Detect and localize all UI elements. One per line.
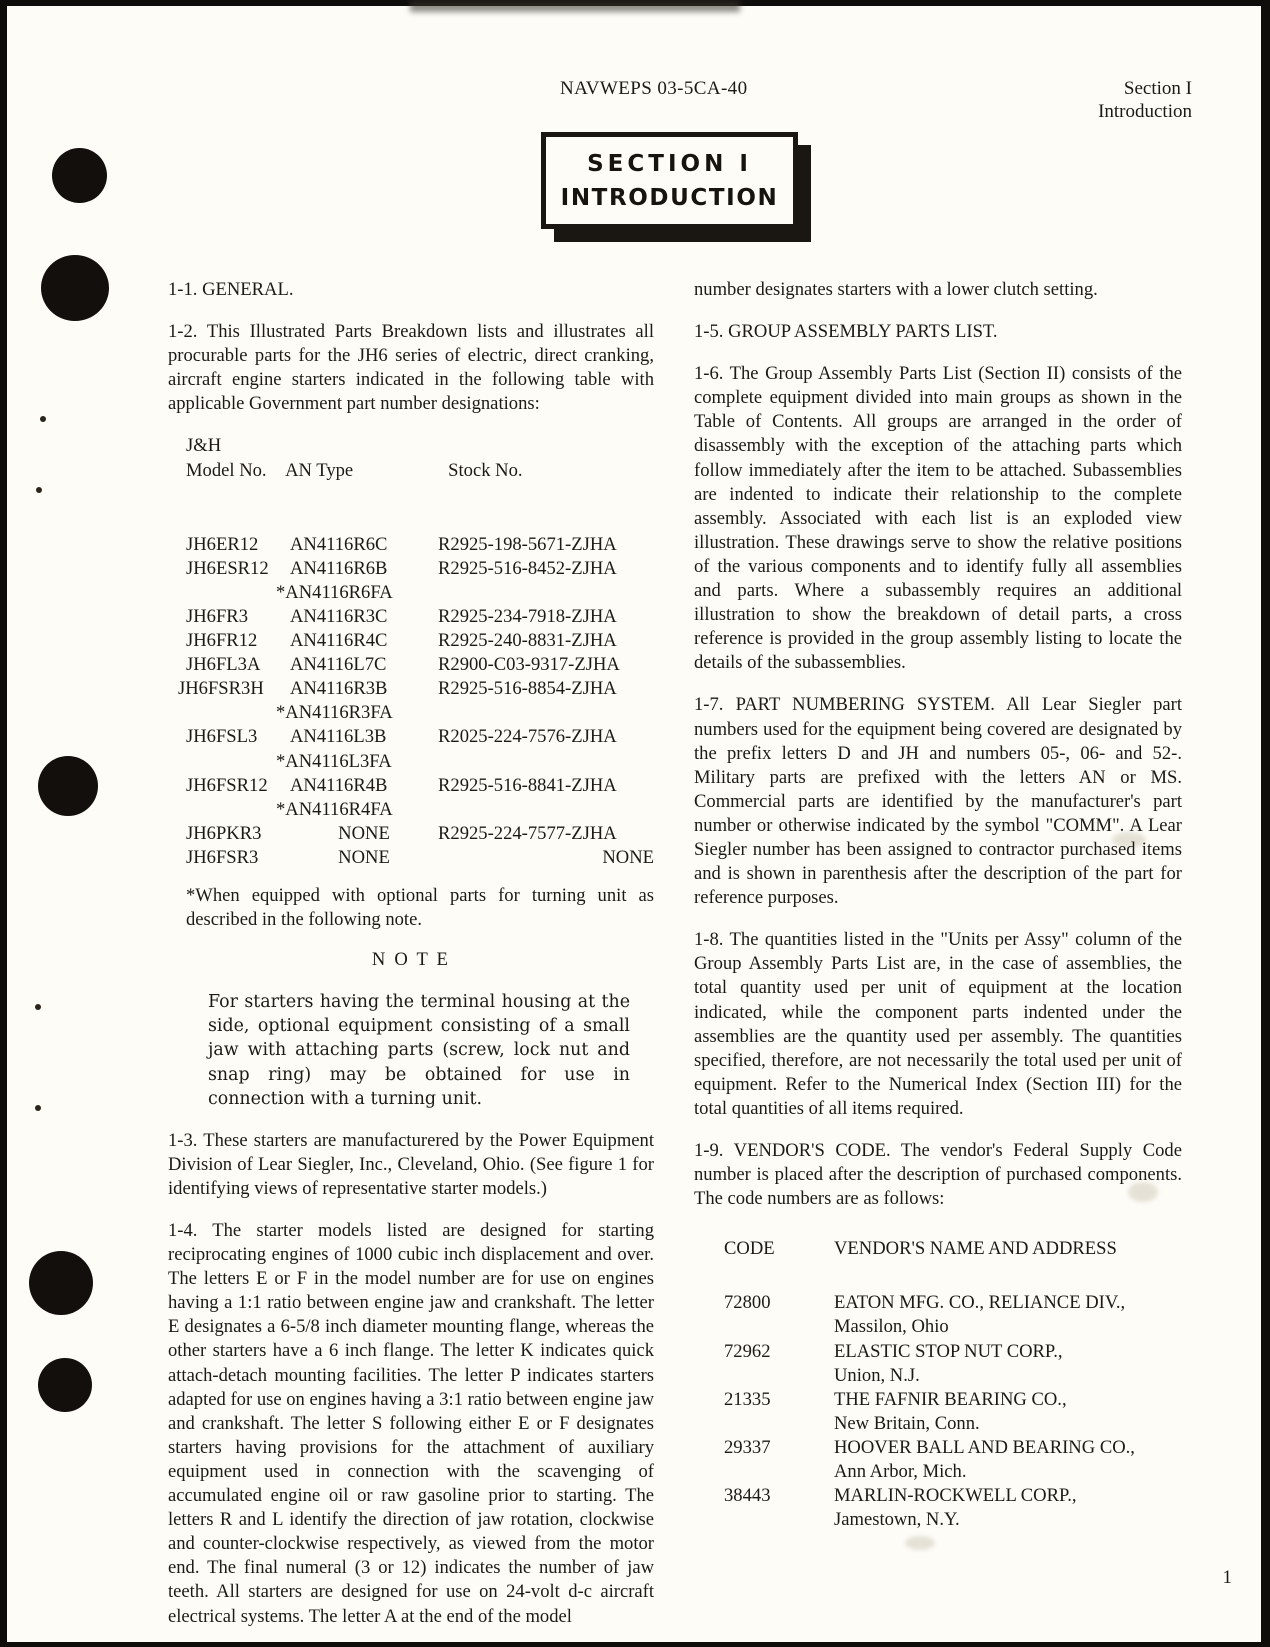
cell-an-type: *AN4116R3FA (276, 702, 393, 724)
cell-model: JH6FR3 (186, 605, 249, 627)
cell-stock-no: R2925-516-8854-ZJHA (438, 678, 617, 700)
section-reference-sub: Introduction (1098, 101, 1192, 122)
cell-an-type: AN4116R6B (290, 557, 388, 579)
vendor-code: 21335 (724, 1388, 771, 1410)
cell-an-type: AN4116R6C (290, 533, 388, 555)
parts-header-model-line2: Model No. (186, 459, 267, 481)
section-title-line-1: SECTION I (587, 150, 752, 177)
parts-table-gap (168, 509, 654, 533)
cell-an-type: *AN4116R6FA (276, 581, 393, 603)
vendor-table-header (694, 1237, 1182, 1261)
section-reference (1098, 77, 1192, 123)
cell-stock-no (424, 750, 640, 774)
table-row (168, 798, 654, 822)
section-title-line-2: INTRODUCTION (560, 184, 779, 211)
cell-model: JH6FSL3 (186, 726, 258, 748)
cell-an-type: AN4116R4C (290, 630, 388, 652)
paragraph-1-6: 1-6. The Group Assembly Parts List (Section II) consists of the complete equipment divided into main groups as shown in the Table of Contents. All groups are arranged in the order of disassembly with the exception of the attaching parts which follow immediately after the item to be attached. Subassemblies are indented to indicate their relationship to the complete assembly. Associated with each list is an exploded view illustration. These drawings serve to show the relative positions of the various components and to identify fully all assemblies and parts. Where a subassembly requires an additional illustration to show the breakdown of detail parts, a cross reference is provided in the group assembly listing to locate the details of the subassemblies. (694, 363, 1182, 674)
paragraph-1-5: 1-5. GROUP ASSEMBLY PARTS LIST. (694, 321, 998, 343)
table-row (168, 774, 654, 798)
paragraph-1-3: 1-3. These starters are manufacturered by the Power Equipment Division of Lear Siegler, Inc., Cleveland, Ohio. (See figure 1 for identifying views of representative starter models.) (168, 1129, 654, 1199)
cell-an-type: AN4116L7C (290, 654, 387, 676)
vendor-table (694, 1291, 1182, 1532)
vendor-name: ELASTIC STOP NUT CORP., (834, 1340, 1063, 1362)
paragraph-1-8: 1-8. The quantities listed in the "Units per Assy" column of the Group Assembly Parts List are, in the case of assemblies, the total quantity used per unit of equipment at the location indicated, while the component parts indented under the assemblies are the quantity used per assembly. The quantities specified, therefore, are not necessarily the total used per unit of equipment. Refer to the Numerical Index (Section III) for the total quantities of all items required. (694, 929, 1182, 1119)
cell-model: JH6FSR12 (186, 774, 268, 796)
paragraph-1-2: 1-2. This Illustrated Parts Breakdown lists and illustrates all procurable parts for the JH6 series of electric, direct cranking, aircraft engine starters indicated in the following table with applicable Government part number designations: (168, 321, 654, 415)
binding-hole-mark (38, 756, 98, 816)
cell-stock-no (424, 798, 640, 822)
vendor-city: New Britain, Conn. (834, 1412, 980, 1434)
note-heading: N O T E (371, 949, 451, 971)
page-number: 1 (1222, 1567, 1232, 1588)
cell-stock-no (424, 701, 640, 725)
cell-stock-no: R2900-C03-9317-ZJHA (438, 654, 620, 676)
vendor-city: Union, N.J. (834, 1364, 920, 1386)
cell-an-type: AN4116R4B (290, 774, 388, 796)
right-column (694, 278, 1182, 1532)
vendor-row (694, 1291, 1182, 1315)
cell-stock-no: R2025-224-7576-ZJHA (438, 726, 617, 748)
vendor-row (694, 1436, 1182, 1460)
parts-header-model-line1: J&H (186, 435, 222, 457)
section-title-box (541, 132, 811, 242)
table-row (168, 653, 654, 677)
table-row (168, 581, 654, 605)
binding-hole-mark (29, 1251, 93, 1315)
vendor-header-name: VENDOR'S NAME AND ADDRESS (834, 1238, 1117, 1260)
parts-table (168, 434, 654, 870)
vendor-name: THE FAFNIR BEARING CO., (834, 1388, 1067, 1410)
cell-model: JH6FSR3H (178, 678, 264, 700)
parts-header-stock-no: Stock No. (448, 459, 523, 481)
paragraph-1-9: 1-9. VENDOR'S CODE. The vendor's Federal Supply Code number is placed after the description of purchased components. The code numbers are as follows: (694, 1140, 1182, 1210)
table-row (168, 701, 654, 725)
cell-an-type: *AN4116L3FA (276, 750, 392, 772)
left-column (168, 278, 654, 1629)
cell-model (168, 701, 290, 725)
running-header (0, 78, 1270, 122)
binding-hole-mark (38, 1358, 92, 1412)
cell-stock-no (424, 581, 640, 605)
vendor-code: 29337 (724, 1436, 771, 1458)
cell-model: JH6FL3A (186, 654, 261, 676)
cell-stock-no: R2925-198-5671-ZJHA (438, 533, 617, 555)
cell-an-type: NONE (338, 822, 390, 844)
vendor-code: 72962 (724, 1340, 771, 1362)
margin-speck (40, 416, 46, 422)
cell-model: JH6FR12 (186, 630, 258, 652)
cell-an-type: *AN4116R4FA (276, 798, 393, 820)
cell-model (168, 798, 290, 822)
table-row (168, 533, 654, 557)
vendor-city: Massilon, Ohio (834, 1316, 949, 1338)
binding-hole-mark (52, 148, 107, 203)
cell-model (168, 581, 290, 605)
paragraph-1-4-continued: number designates starters with a lower clutch setting. (694, 279, 1098, 300)
cell-model: JH6ER12 (186, 533, 259, 555)
table-row (168, 677, 654, 701)
vendor-name: EATON MFG. CO., RELIANCE DIV., (834, 1292, 1126, 1314)
cell-model: JH6FSR3 (186, 846, 259, 868)
cell-an-type: AN4116R3C (290, 605, 388, 627)
paragraph-1-7: 1-7. PART NUMBERING SYSTEM. All Lear Siegler part numbers used for the equipment being covered are designated by the prefix letters D and JH and numbers 05-, 06- and 52-. Military parts are prefixed with the letters AN or MS. Commercial parts are identified by the manufacturer's part number or otherwise indicated by the symbol "COMM". A Lear Siegler number has been assigned to contractor purchased items and is shown in parenthesis after the description of the part for reference purposes. (694, 694, 1182, 909)
vendor-name: MARLIN-ROCKWELL CORP., (834, 1485, 1077, 1507)
cell-stock-no: R2925-240-8831-ZJHA (438, 630, 617, 652)
table-row (168, 557, 654, 581)
paragraph-1-4: 1-4. The starter models listed are designed for starting reciprocating engines of 1000 cubic inch displacement and over. The letters E or F in the model number are for use on engines having a 1:1 ratio between engine jaw and crankshaft. The letter E designates a 6-5/8 inch diameter mounting flange, whereas the other starters have a 6 inch flange. The letter K indicates quick attach-detach mounting facilities. The letter P indicates starters adapted for use on engines having a 3:1 ratio between engine jaw and crankshaft. The letter S following either E or F designates starters having provisions for the attachment of auxiliary equipment used in connection with the scavenging of accumulated engine oil or raw gasoline prior to starting. The letters R and L identify the direction of jaw rotation, clockwise and counter-clockwise respectively, as viewed from the motor end. The final numeral (3 or 12) indicates the number of jaw teeth. All starters are designed for use on 24-volt d-c aircraft electrical systems. The letter A at the end of the model (168, 1220, 654, 1627)
vendor-header-code: CODE (724, 1238, 775, 1260)
vendor-city: Ann Arbor, Mich. (834, 1461, 967, 1483)
cell-stock-no: NONE (602, 846, 654, 868)
cell-model: JH6ESR12 (186, 557, 269, 579)
cell-model (168, 750, 290, 774)
table-row (168, 750, 654, 774)
cell-model: JH6PKR3 (186, 822, 262, 844)
vendor-row (694, 1388, 1182, 1412)
table-row (168, 822, 654, 846)
vendor-row (694, 1484, 1182, 1508)
scan-smudge (410, 0, 740, 12)
scan-edge-left (0, 0, 7, 1647)
margin-speck (36, 487, 42, 493)
table-row (168, 725, 654, 749)
section-title-box-frame (541, 132, 798, 229)
margin-speck (35, 1105, 41, 1111)
table-row (168, 846, 654, 870)
section-reference-label: Section I (1123, 78, 1192, 99)
vendor-name: HOOVER BALL AND BEARING CO., (834, 1436, 1135, 1458)
paragraph-1-1: 1-1. GENERAL. (168, 279, 294, 300)
asterisk-footnote: *When equipped with optional parts for turning unit as described in the following note. (186, 884, 654, 931)
vendor-code: 38443 (724, 1485, 771, 1507)
table-row (168, 605, 654, 629)
parts-table-header (168, 434, 654, 482)
parts-header-an-type: AN Type (285, 459, 354, 481)
cell-stock-no: R2925-234-7918-ZJHA (438, 605, 617, 627)
cell-stock-no: R2925-516-8841-ZJHA (438, 774, 617, 796)
scan-blotch (905, 1536, 935, 1550)
margin-speck (35, 1004, 41, 1010)
vendor-row (694, 1340, 1182, 1364)
scan-edge-bottom (0, 1642, 1270, 1647)
document-number: NAVWEPS 03-5CA-40 (560, 78, 748, 99)
vendor-city: Jamestown, N.Y. (834, 1509, 960, 1531)
cell-stock-no: R2925-516-8452-ZJHA (438, 557, 617, 579)
vendor-code: 72800 (724, 1292, 771, 1314)
table-row (168, 629, 654, 653)
binding-hole-mark (41, 255, 109, 321)
cell-an-type: AN4116L3B (290, 726, 387, 748)
note-body: For starters having the terminal housing at the side, optional equipment consisting of a small jaw with attaching parts (screw, lock nut and snap ring) may be obtained for use in connection with a turning unit. (208, 992, 630, 1109)
cell-an-type: NONE (338, 846, 390, 868)
scan-edge-right (1261, 0, 1270, 1647)
cell-stock-no: R2925-224-7577-ZJHA (438, 822, 617, 844)
cell-an-type: AN4116R3B (290, 678, 388, 700)
